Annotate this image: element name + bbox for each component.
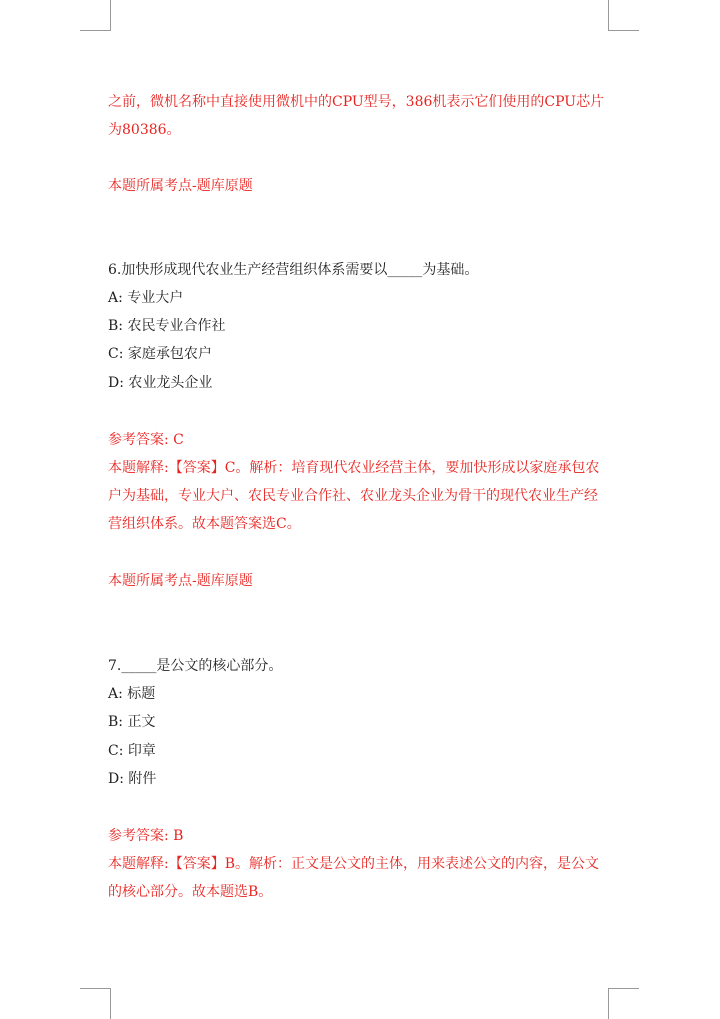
q7-option-a: A: 标题 [108,686,156,702]
crop-mark-top-left [80,0,111,31]
prev-explanation-tail: 之前，微机名称中直接使用微机中的CPU型号，386机表示它们使用的CPU芯片为80386。 [108,94,605,138]
q6-stem: 6.加快形成现代农业生产经营组织体系需要以_____为基础。 [108,262,479,278]
prev-topic-tag: 本题所属考点-题库原题 [108,178,253,194]
q6-answer: 参考答案: C [108,432,184,448]
q7-explanation: 本题解释:【答案】B。解析：正文是公文的主体，用来表述公文的内容，是公文的核心部分。故本题选B。 [108,856,600,900]
q7-stem: 7._____是公文的核心部分。 [108,658,283,674]
q6-explanation: 本题解释:【答案】C。解析：培育现代农业经营主体，要加快形成以家庭承包农户为基础，专业大户、农民专业合作社、农业龙头企业为骨干的现代农业生产经营组织体系。故本题答案选C。 [108,460,600,532]
q6-option-a: A: 专业大户 [108,290,184,306]
q7-option-d: D: 附件 [108,771,157,787]
q6-option-c: C: 家庭承包农户 [108,346,212,362]
q6-option-b: B: 农民专业合作社 [108,318,226,334]
q7-option-b: B: 正文 [108,714,156,730]
q7-option-c: C: 印章 [108,743,156,759]
crop-mark-top-right [608,0,639,31]
crop-mark-bottom-left [80,988,111,1019]
q6-option-d: D: 农业龙头企业 [108,375,213,391]
q7-answer: 参考答案: B [108,828,184,844]
q6-topic-tag: 本题所属考点-题库原题 [108,573,253,589]
crop-mark-bottom-right [608,988,639,1019]
